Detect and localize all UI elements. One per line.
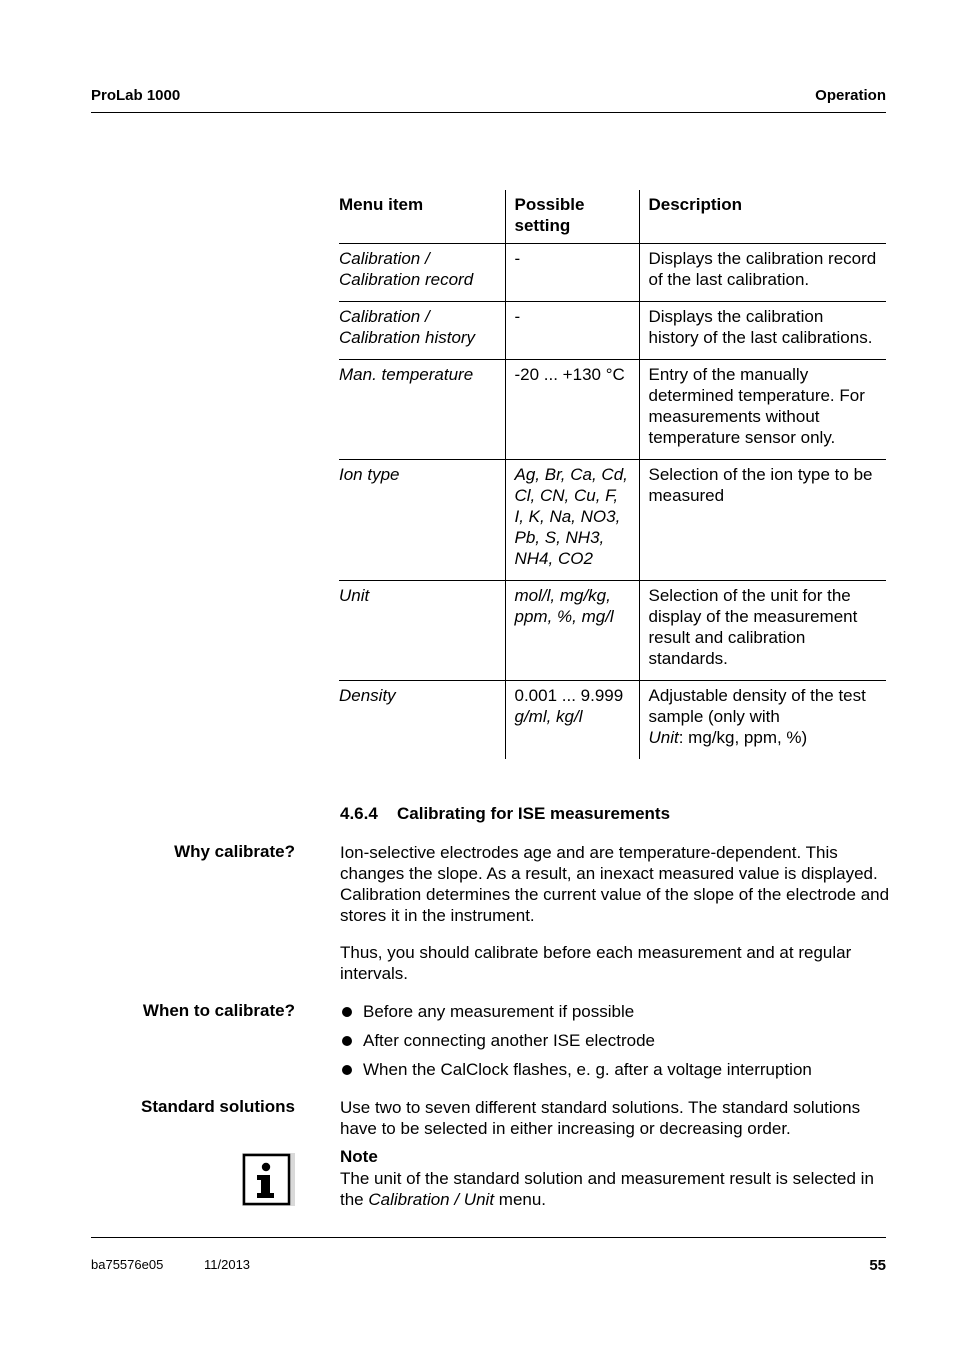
cell-setting: mol/l, mg/kg, ppm, %, mg/l bbox=[505, 581, 639, 681]
list-item-text: When the CalClock flashes, e. g. after a voltage interruption bbox=[363, 1060, 812, 1079]
density-range: 0.001 ... 9.999 bbox=[514, 686, 624, 705]
cell-setting: Ag, Br, Ca, Cd, Cl, CN, Cu, F, I, K, Na, NO3, Pb, S, NH3, NH4, CO2 bbox=[505, 460, 639, 581]
header-product: ProLab 1000 bbox=[91, 87, 181, 104]
section-heading bbox=[340, 804, 670, 824]
density-description: Adjustable density of the test sample (only with bbox=[648, 686, 866, 726]
cell-description: Displays the calibration history of the last calibrations. bbox=[639, 302, 886, 360]
note-text-suffix: menu. bbox=[498, 1190, 547, 1209]
list-item bbox=[340, 1059, 812, 1080]
standard-solutions-paragraph: Use two to seven different standard solutions. The standard solutions have to be selected in either increasing or decreasing order. bbox=[340, 1098, 861, 1138]
table-row bbox=[339, 681, 886, 760]
standard-solutions-label: Standard solutions bbox=[141, 1097, 295, 1116]
cell-setting: - bbox=[505, 302, 639, 360]
footer-rule bbox=[91, 1237, 886, 1238]
note-text bbox=[340, 1168, 890, 1210]
cell-description: Displays the calibration record of the last calibration. bbox=[639, 244, 886, 302]
bullet-icon bbox=[342, 1036, 352, 1046]
cell-menu-item: Density bbox=[339, 681, 505, 760]
cell-menu-item: Calibration / Calibration record bbox=[339, 244, 505, 302]
column-header-menu-item: Menu item bbox=[339, 190, 505, 244]
note-text-prefix: The unit of the standard solution and measurement result is selected in the bbox=[340, 1169, 874, 1209]
cell-setting bbox=[505, 681, 639, 760]
bullet-icon bbox=[342, 1065, 352, 1075]
list-item-text: Before any measurement if possible bbox=[363, 1002, 635, 1021]
table-row bbox=[339, 302, 886, 360]
list-item bbox=[340, 1030, 812, 1051]
list-item bbox=[340, 1001, 812, 1022]
bullet-icon bbox=[342, 1007, 352, 1017]
density-unit-label: Unit bbox=[648, 728, 679, 747]
cell-description bbox=[639, 681, 886, 760]
column-header-possible-setting: Possible setting bbox=[505, 190, 639, 244]
menu-settings-table bbox=[339, 190, 886, 759]
cell-description: Selection of the ion type to be measured bbox=[639, 460, 886, 581]
density-units: g/ml, kg/l bbox=[514, 707, 583, 726]
table-row bbox=[339, 581, 886, 681]
footer-doc-id: ba75576e05 bbox=[91, 1257, 164, 1272]
table-row bbox=[339, 244, 886, 302]
section-title: Calibrating for ISE measurements bbox=[397, 804, 671, 823]
density-unit-values: : mg/kg, ppm, %) bbox=[678, 728, 808, 747]
cell-menu-item: Unit bbox=[339, 581, 505, 681]
cell-menu-item: Man. temperature bbox=[339, 360, 505, 460]
cell-description: Entry of the manually determined temperature. For measurements without temperature sensor only. bbox=[639, 360, 886, 460]
cell-setting: -20 ... +130 °C bbox=[505, 360, 639, 460]
cell-description: Selection of the unit for the display of the measurement result and calibration standards. bbox=[639, 581, 886, 681]
info-icon bbox=[242, 1153, 295, 1206]
note-title: Note bbox=[340, 1147, 378, 1166]
header-rule bbox=[91, 112, 886, 113]
cell-menu-item: Calibration / Calibration history bbox=[339, 302, 505, 360]
page-number: 55 bbox=[869, 1257, 886, 1274]
table-row bbox=[339, 460, 886, 581]
column-header-description: Description bbox=[648, 195, 743, 214]
why-calibrate-label: Why calibrate? bbox=[174, 842, 295, 861]
list-item-text: After connecting another ISE electrode bbox=[363, 1031, 656, 1050]
calibrate-interval-paragraph: Thus, you should calibrate before each measurement and at regular intervals. bbox=[340, 943, 852, 983]
note-menu-path: Calibration / Unit bbox=[368, 1190, 495, 1209]
header-section: Operation bbox=[815, 87, 886, 104]
when-calibrate-list bbox=[340, 1001, 812, 1088]
why-calibrate-paragraph: Ion-selective electrodes age and are temperature-dependent. This changes the slope. As a result, an inexact measured value is displayed. Calibration determines the current value of the slope of the electrode and stores it in the instrument. bbox=[340, 843, 890, 925]
cell-menu-item: Ion type bbox=[339, 460, 505, 581]
table-header-row bbox=[339, 190, 886, 244]
table-row bbox=[339, 360, 886, 460]
when-calibrate-label: When to calibrate? bbox=[142, 1001, 295, 1020]
section-number: 4.6.4 bbox=[340, 804, 378, 823]
footer-date: 11/2013 bbox=[204, 1257, 251, 1272]
cell-setting: - bbox=[505, 244, 639, 302]
